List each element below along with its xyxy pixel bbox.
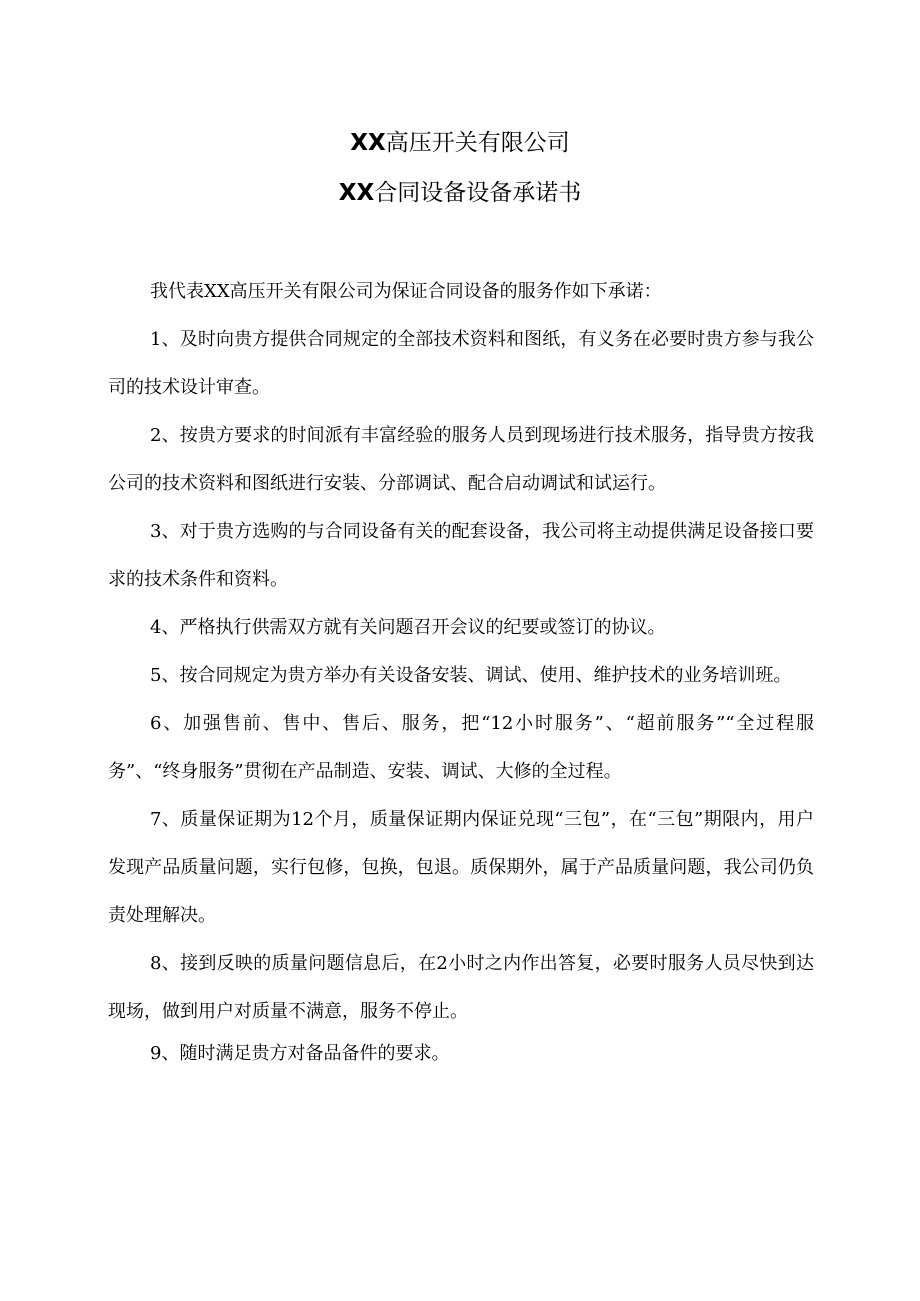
document-body — [108, 268, 814, 1078]
document-title-prefix: XX — [338, 180, 375, 206]
commitment-item-3: 3、对于贵方选购的与合同设备有关的配套设备，我公司将主动提供满足设备接口要求的技术条件和资料。 — [108, 521, 814, 590]
document-title — [0, 178, 920, 208]
document-title-text: 合同设备设备承诺书 — [374, 180, 582, 206]
commitment-item-6: 6、加强售前、售中、售后、服务，把“12小时服务”、“超前服务”“全过程服务”、“终身服务”贯彻在产品制造、安装、调试、大修的全过程。 — [108, 713, 814, 782]
company-title-prefix: XX — [350, 130, 386, 156]
commitment-item-9: 9、随时满足贵方对备品备件的要求。 — [150, 1043, 450, 1064]
commitment-item-1: 1、及时向贵方提供合同规定的全部技术资料和图纸，有义务在必要时贵方参与我公司的技术设计审查。 — [108, 329, 814, 398]
company-title — [0, 128, 920, 158]
commitment-item-7: 7、质量保证期为12个月，质量保证期内保证兑现“三包”，在“三包”期限内，用户发现产品质量问题，实行包修，包换，包退。质保期外，属于产品质量问题，我公司仍负责处理解决。 — [108, 809, 814, 926]
company-title-text: 高压开关有限公司 — [385, 130, 570, 156]
intro-paragraph: 我代表XX高压开关有限公司为保证合同设备的服务作如下承诺： — [150, 281, 662, 302]
commitment-item-4: 4、严格执行供需双方就有关问题召开会议的纪要或签订的协议。 — [150, 617, 666, 638]
commitment-item-2: 2、按贵方要求的时间派有丰富经验的服务人员到现场进行技术服务，指导贵方按我公司的技术资料和图纸进行安装、分部调试、配合启动调试和试运行。 — [108, 425, 814, 494]
commitment-item-8: 8、接到反映的质量问题信息后，在2小时之内作出答复，必要时服务人员尽快到达现场，做到用户对质量不满意，服务不停止。 — [108, 953, 814, 1022]
commitment-item-5: 5、按合同规定为贵方举办有关设备安装、调试、使用、维护技术的业务培训班。 — [150, 665, 792, 686]
